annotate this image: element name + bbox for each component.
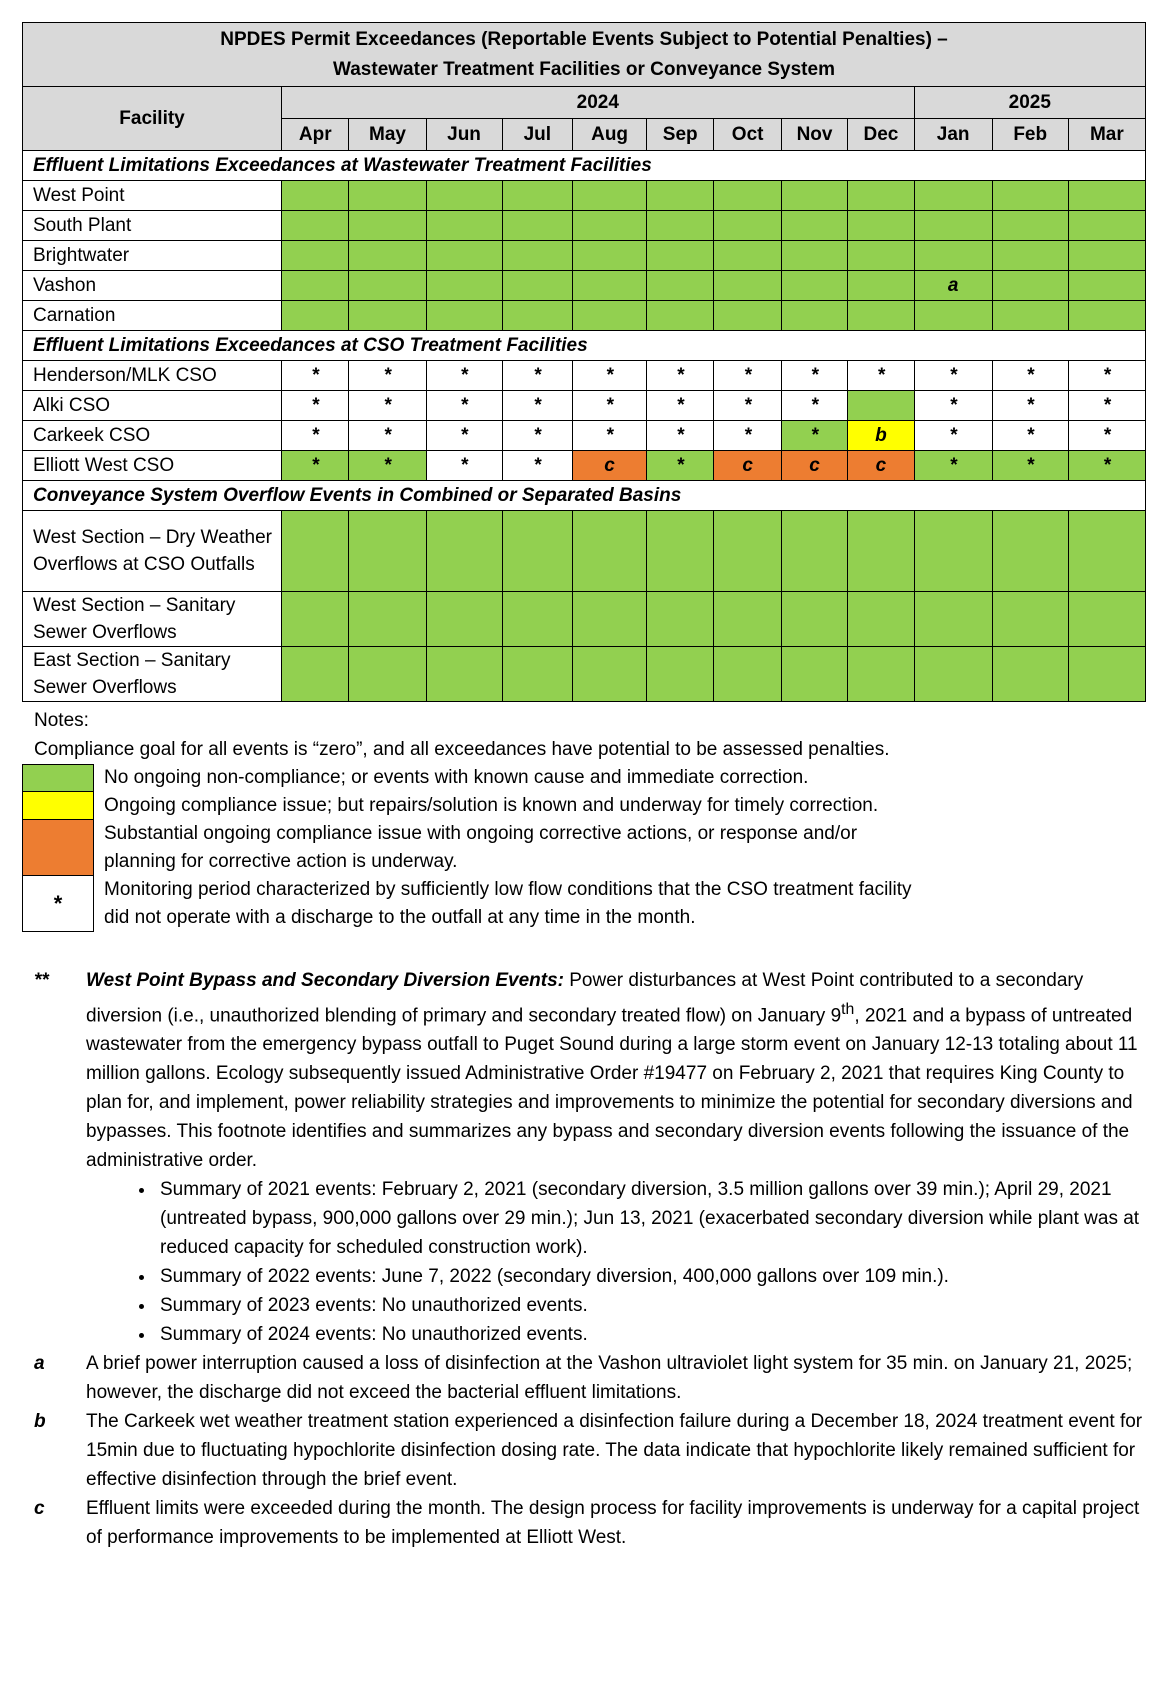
event-summary-item: • Summary of 2022 events: June 7, 2022 (secondary diversion, 400,000 gallons over 109 min.). — [156, 1262, 1146, 1291]
status-cell — [914, 511, 992, 592]
status-cell: * — [781, 421, 847, 451]
month-header: Sep — [647, 119, 714, 151]
table-title — [23, 23, 1146, 87]
status-cell — [1068, 271, 1145, 301]
table-body — [23, 151, 1146, 702]
status-cell: * — [647, 421, 714, 451]
status-cell: c — [781, 451, 847, 481]
legend-swatch — [22, 820, 94, 876]
status-cell: * — [573, 391, 647, 421]
status-cell — [502, 181, 573, 211]
status-cell: * — [914, 451, 992, 481]
status-cell: * — [781, 361, 847, 391]
status-cell: * — [573, 421, 647, 451]
status-cell — [349, 592, 426, 647]
status-cell: * — [1068, 421, 1145, 451]
status-cell — [502, 592, 573, 647]
status-cell — [914, 592, 992, 647]
section-title: Effluent Limitations Exceedances at Wastewater Treatment Facilities — [23, 151, 1146, 181]
status-cell — [282, 181, 349, 211]
month-header: Dec — [848, 119, 914, 151]
status-cell: b — [848, 421, 914, 451]
facility-row — [23, 211, 1146, 241]
status-cell — [426, 301, 502, 331]
status-cell: * — [426, 361, 502, 391]
status-cell: * — [992, 391, 1068, 421]
status-cell — [573, 301, 647, 331]
month-header: Oct — [714, 119, 781, 151]
facility-name: West Point — [23, 181, 282, 211]
status-cell — [573, 592, 647, 647]
status-cell — [349, 301, 426, 331]
status-cell: * — [502, 391, 573, 421]
status-cell — [502, 211, 573, 241]
status-cell — [426, 647, 502, 702]
year-header: 2025 — [914, 87, 1145, 119]
status-cell: * — [714, 421, 781, 451]
status-cell — [502, 511, 573, 592]
status-cell — [781, 301, 847, 331]
status-cell — [647, 647, 714, 702]
status-cell — [573, 241, 647, 271]
status-cell — [426, 241, 502, 271]
table-title-line2: Wastewater Treatment Facilities or Conveyance System — [333, 58, 835, 80]
status-cell — [573, 181, 647, 211]
legend-swatch: * — [22, 876, 94, 932]
facility-name: Carnation — [23, 301, 282, 331]
status-cell — [573, 647, 647, 702]
footnote-superscript: th — [841, 1001, 855, 1018]
status-cell — [848, 301, 914, 331]
month-header: Mar — [1068, 119, 1145, 151]
status-cell — [1068, 592, 1145, 647]
status-cell — [714, 592, 781, 647]
footnote-c — [22, 1494, 1146, 1552]
facility-name: South Plant — [23, 211, 282, 241]
facility-row — [23, 181, 1146, 211]
status-cell: * — [349, 361, 426, 391]
footnote-a — [22, 1349, 1146, 1407]
legend-text: No ongoing non-compliance; or events with known cause and immediate correction. — [104, 767, 809, 788]
month-header: Jan — [914, 119, 992, 151]
status-cell — [914, 301, 992, 331]
month-header: Jun — [426, 119, 502, 151]
facility-name: Elliott West CSO — [23, 451, 282, 481]
facility-name: Alki CSO — [23, 391, 282, 421]
facility-column-header: Facility — [23, 87, 282, 151]
facility-row — [23, 451, 1146, 481]
status-cell — [992, 211, 1068, 241]
status-cell — [781, 511, 847, 592]
status-cell: * — [573, 361, 647, 391]
status-cell — [714, 211, 781, 241]
status-cell — [848, 592, 914, 647]
status-cell — [502, 271, 573, 301]
status-cell: * — [502, 451, 573, 481]
legend — [22, 764, 1146, 932]
status-cell — [781, 647, 847, 702]
status-cell: * — [914, 361, 992, 391]
status-cell — [848, 647, 914, 702]
footnote-text: Effluent limits were exceeded during the month. The design process for facility improvements is underway for a capital project of performance improvements to be implemented at Elliott West. — [86, 1498, 1140, 1549]
status-cell — [714, 647, 781, 702]
status-cell — [992, 301, 1068, 331]
status-cell — [992, 271, 1068, 301]
status-cell: a — [914, 271, 992, 301]
status-cell: * — [714, 361, 781, 391]
status-cell — [714, 511, 781, 592]
status-cell — [349, 211, 426, 241]
status-cell — [282, 647, 349, 702]
status-cell: * — [647, 361, 714, 391]
footnote-text-part2: , 2021 and a bypass of untreated wastewater from the emergency bypass outfall to Puget Sound during a large storm event on January 12-13 totaling about 11 million gallons. Ecology subsequently issued Administrative Order #19477 on February 2, 2021 that requires King County to plan for, and implement, power reliability strategies and improvements to minimize the potential for secondary diversions and bypasses. This footnote identifies and summarizes any bypass and secondary diversion events following the issuance of the administrative order. — [86, 1005, 1138, 1172]
legend-item — [22, 792, 1146, 820]
facility-row — [23, 391, 1146, 421]
status-cell — [502, 241, 573, 271]
status-cell: * — [992, 451, 1068, 481]
status-cell — [502, 301, 573, 331]
status-cell — [573, 211, 647, 241]
status-cell — [282, 211, 349, 241]
month-header: Nov — [781, 119, 847, 151]
year-header: 2024 — [282, 87, 915, 119]
status-cell: * — [349, 421, 426, 451]
status-cell: * — [502, 361, 573, 391]
status-cell: * — [714, 391, 781, 421]
status-cell — [914, 211, 992, 241]
status-cell — [781, 271, 847, 301]
legend-text: Monitoring period characterized by sufficiently low flow conditions that the CSO treatment facility did not operate with a discharge to the outfall at any time in the month. — [104, 879, 912, 928]
status-cell — [573, 511, 647, 592]
notes-section — [22, 706, 1146, 932]
status-cell — [914, 241, 992, 271]
exceedance-status-table — [22, 22, 1146, 702]
status-cell: * — [282, 421, 349, 451]
table-title-line1: NPDES Permit Exceedances (Reportable Events Subject to Potential Penalties) – — [220, 28, 948, 50]
footnote-body — [86, 966, 1146, 1349]
month-header: Apr — [282, 119, 349, 151]
legend-swatch — [22, 764, 94, 792]
status-cell: c — [573, 451, 647, 481]
section-header-row — [23, 331, 1146, 361]
legend-swatch — [22, 792, 94, 820]
status-cell — [992, 511, 1068, 592]
facility-row — [23, 271, 1146, 301]
events-summary-list — [86, 1175, 1146, 1349]
status-cell — [349, 647, 426, 702]
status-cell: * — [502, 421, 573, 451]
facility-row — [23, 511, 1146, 592]
facility-row — [23, 647, 1146, 702]
status-cell: * — [282, 451, 349, 481]
month-header: Jul — [502, 119, 573, 151]
status-cell — [914, 181, 992, 211]
facility-name: Henderson/MLK CSO — [23, 361, 282, 391]
status-cell: * — [781, 391, 847, 421]
status-cell: * — [426, 451, 502, 481]
status-cell — [714, 301, 781, 331]
status-cell — [573, 271, 647, 301]
status-cell — [781, 181, 847, 211]
status-cell: * — [282, 361, 349, 391]
section-title: Effluent Limitations Exceedances at CSO Treatment Facilities — [23, 331, 1146, 361]
footnote-text: A brief power interruption caused a loss of disinfection at the Vashon ultraviolet light system for 35 min. on January 21, 2025; however, the discharge did not exceed the bacterial effluent limitations. — [86, 1353, 1133, 1404]
footnote-b — [22, 1407, 1146, 1494]
status-cell — [282, 592, 349, 647]
status-cell: * — [914, 421, 992, 451]
footnote-mark: ** — [34, 970, 49, 991]
legend-item — [22, 764, 1146, 792]
month-header: Aug — [573, 119, 647, 151]
year-header-row — [23, 87, 1146, 119]
footnote-double-asterisk — [22, 966, 1146, 1349]
status-cell: * — [349, 391, 426, 421]
status-cell — [781, 211, 847, 241]
status-cell — [992, 647, 1068, 702]
status-cell — [647, 241, 714, 271]
facility-row — [23, 361, 1146, 391]
section-header-row — [23, 151, 1146, 181]
status-cell — [714, 181, 781, 211]
status-cell — [914, 647, 992, 702]
status-cell: * — [282, 391, 349, 421]
status-cell: * — [426, 421, 502, 451]
status-cell: c — [714, 451, 781, 481]
status-cell — [1068, 511, 1145, 592]
facility-name: West Section – Dry Weather Overflows at CSO Outfalls — [23, 511, 282, 592]
status-cell: * — [992, 421, 1068, 451]
facility-name: Carkeek CSO — [23, 421, 282, 451]
status-cell — [1068, 211, 1145, 241]
facility-row — [23, 301, 1146, 331]
status-cell — [349, 181, 426, 211]
status-cell — [282, 511, 349, 592]
status-cell — [426, 511, 502, 592]
status-cell — [781, 241, 847, 271]
status-cell — [714, 271, 781, 301]
status-cell — [426, 181, 502, 211]
event-summary-item: • Summary of 2024 events: No unauthorized events. — [156, 1320, 1146, 1349]
status-cell — [848, 211, 914, 241]
status-cell — [848, 271, 914, 301]
status-cell: * — [647, 391, 714, 421]
status-cell — [992, 181, 1068, 211]
legend-item — [22, 876, 1146, 932]
footnote-text: The Carkeek wet weather treatment station experienced a disinfection failure during a December 18, 2024 treatment event for 15min due to fluctuating hypochlorite disinfection dosing rate. The data indicate that hypochlorite likely remained sufficient for effective disinfection through the brief event. — [86, 1411, 1143, 1491]
status-cell — [647, 511, 714, 592]
facility-name: East Section – Sanitary Sewer Overflows — [23, 647, 282, 702]
status-cell: * — [1068, 361, 1145, 391]
month-header: May — [349, 119, 426, 151]
status-cell — [992, 592, 1068, 647]
section-header-row — [23, 481, 1146, 511]
status-cell: * — [914, 391, 992, 421]
status-cell — [848, 241, 914, 271]
legend-text: Substantial ongoing compliance issue with ongoing corrective actions, or response and/or planning for corrective action is underway. — [104, 823, 858, 872]
status-cell: * — [647, 451, 714, 481]
status-cell: * — [848, 361, 914, 391]
status-cell: * — [426, 391, 502, 421]
status-cell — [848, 181, 914, 211]
status-cell: * — [1068, 451, 1145, 481]
status-cell — [282, 241, 349, 271]
compliance-goal-note: Compliance goal for all events is “zero”, and all exceedances have potential to be assessed penalties. — [34, 739, 890, 760]
notes-heading: Notes: — [34, 710, 89, 731]
section-title: Conveyance System Overflow Events in Combined or Separated Basins — [23, 481, 1146, 511]
status-cell — [349, 271, 426, 301]
footnote-text-part1: Power disturbances at West Point contributed to a secondary diversion (i.e., unauthorized blending of primary and secondary treated flow) on January 9 — [86, 970, 1084, 1027]
facility-row — [23, 421, 1146, 451]
status-cell: * — [1068, 391, 1145, 421]
status-cell — [647, 301, 714, 331]
facility-name: Vashon — [23, 271, 282, 301]
legend-item — [22, 820, 1146, 876]
facility-name: Brightwater — [23, 241, 282, 271]
status-cell — [781, 592, 847, 647]
status-cell: c — [848, 451, 914, 481]
status-cell — [1068, 241, 1145, 271]
footnote-mark: c — [34, 1498, 45, 1520]
event-summary-item: • Summary of 2021 events: February 2, 2021 (secondary diversion, 3.5 million gallons over 39 min.); April 29, 2021 (untreated bypass, 900,000 gallons over 29 min.); Jun 13, 2021 (exacerbated secondary diversion while plant was at reduced capacity for scheduled construction work). — [156, 1175, 1146, 1262]
status-cell — [714, 241, 781, 271]
status-cell: * — [992, 361, 1068, 391]
status-cell — [282, 301, 349, 331]
facility-row — [23, 592, 1146, 647]
status-cell — [349, 511, 426, 592]
facility-row — [23, 241, 1146, 271]
status-cell — [502, 647, 573, 702]
status-cell — [992, 241, 1068, 271]
status-cell — [647, 211, 714, 241]
status-cell — [426, 211, 502, 241]
status-cell — [647, 271, 714, 301]
footnote-mark: b — [34, 1411, 46, 1433]
status-cell — [848, 391, 914, 421]
month-header: Feb — [992, 119, 1068, 151]
legend-text: Ongoing compliance issue; but repairs/solution is known and underway for timely correction. — [104, 795, 879, 816]
status-cell — [426, 592, 502, 647]
footnote-mark: a — [34, 1353, 45, 1375]
event-summary-item: • Summary of 2023 events: No unauthorized events. — [156, 1291, 1146, 1320]
status-cell — [848, 511, 914, 592]
status-cell — [1068, 301, 1145, 331]
status-cell — [1068, 647, 1145, 702]
status-cell — [647, 592, 714, 647]
status-cell — [349, 241, 426, 271]
status-cell — [282, 271, 349, 301]
status-cell — [426, 271, 502, 301]
status-cell — [647, 181, 714, 211]
status-cell: * — [349, 451, 426, 481]
footnote-title: West Point Bypass and Secondary Diversion Events: — [86, 970, 564, 991]
status-cell — [1068, 181, 1145, 211]
facility-name: West Section – Sanitary Sewer Overflows — [23, 592, 282, 647]
